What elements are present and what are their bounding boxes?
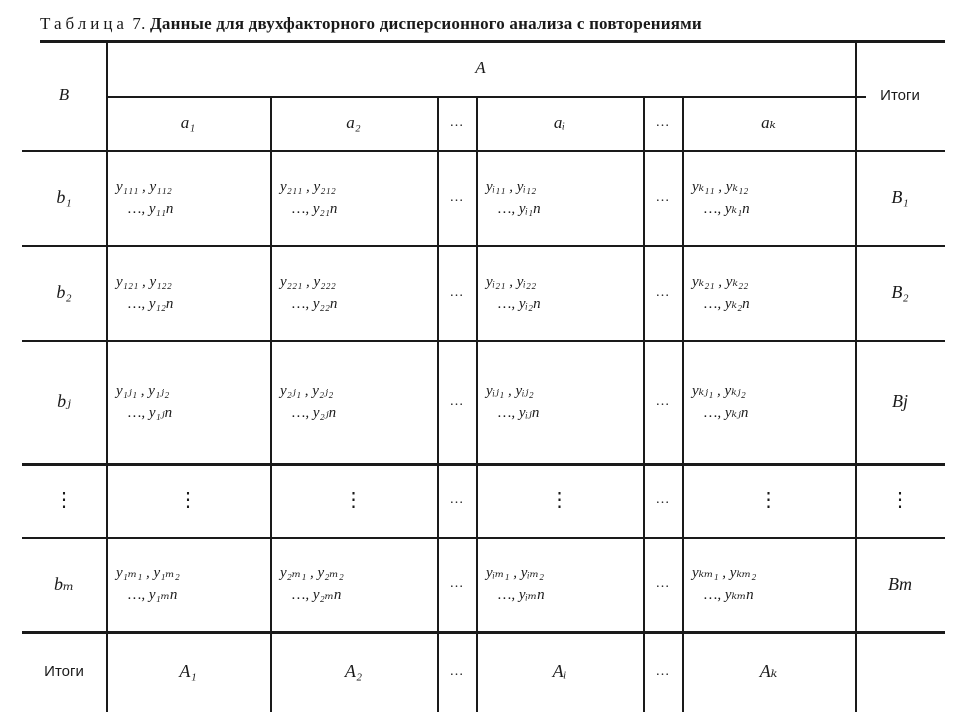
data-cell (270, 340, 437, 463)
observation-values: yₖ₂₁ , yₖ₂₂ (692, 273, 749, 290)
row-total: B₁ (891, 187, 909, 207)
data-cell (106, 340, 270, 463)
observation-values: …, y₁ₘn (128, 587, 178, 603)
observation-values: y₁ⱼ₁ , y₁ⱼ₂ (116, 382, 170, 399)
data-cell (682, 245, 855, 340)
row-total: ⋮ (890, 489, 910, 511)
observation-values: …, yᵢ₁n (498, 200, 541, 217)
column-ellipsis: … (655, 663, 670, 679)
row-total: Bj (892, 391, 908, 411)
column-total: A₂ (344, 661, 363, 681)
factor-b-header: B (58, 85, 70, 104)
vertical-ellipsis: ⋮ (758, 489, 779, 511)
vertical-ellipsis: ⋮ (343, 489, 364, 511)
column-ellipsis: … (655, 576, 670, 591)
column-ellipsis: … (655, 189, 670, 205)
data-cell (476, 340, 643, 463)
row-label: bₘ (53, 573, 75, 594)
observation-values: yₖ₁₁ , yₖ₁₂ (692, 178, 749, 195)
column-header: aᵢ (553, 113, 566, 132)
observation-values: yᵢₘ₁ , yᵢₘ₂ (486, 565, 545, 581)
totals-row-label: Итоги (44, 663, 84, 680)
data-cell (476, 245, 643, 340)
data-cell (682, 537, 855, 631)
column-total: Aₖ (759, 661, 778, 681)
observation-values: y₂₁₁ , y₂₁₂ (280, 178, 336, 195)
data-cell (476, 150, 643, 245)
row-label: bⱼ (57, 391, 71, 411)
data-cell (106, 245, 270, 340)
observation-values: y₂ₘ₁ , y₂ₘ₂ (280, 565, 344, 581)
vertical-ellipsis: ⋮ (549, 489, 570, 511)
caption-label: Таблица (40, 14, 128, 33)
observation-values: y₁ₘ₁ , y₁ₘ₂ (116, 565, 180, 581)
column-total: Aᵢ (552, 661, 567, 681)
column-header: a₂ (346, 113, 361, 132)
column-ellipsis: … (449, 189, 464, 205)
observation-values: …, y₁₂n (128, 295, 174, 312)
data-cell (270, 150, 437, 245)
observation-values: …, yᵢ₂n (498, 295, 541, 312)
observation-values: yₖₘ₁ , yₖₘ₂ (692, 565, 757, 581)
observation-values: …, yₖ₂n (704, 295, 750, 312)
observation-values: yᵢ₂₁ , yᵢ₂₂ (486, 273, 537, 290)
data-cell (270, 245, 437, 340)
column-total: A₁ (179, 661, 197, 681)
observation-values: …, yₖ₁n (704, 200, 750, 217)
observation-values: y₁₁₁ , y₁₁₂ (116, 178, 172, 195)
observation-values: yᵢ₁₁ , yᵢ₁₂ (486, 178, 537, 195)
row-label: ⋮ (54, 489, 74, 511)
observation-values: …, y₂ⱼn (292, 404, 337, 421)
observation-values: yₖⱼ₁ , yₖⱼ₂ (692, 382, 746, 399)
data-cell (106, 537, 270, 631)
observation-values: …, y₂₂n (292, 295, 338, 312)
observation-values: y₂₂₁ , y₂₂₂ (280, 273, 336, 290)
vertical-ellipsis: ⋮ (178, 489, 198, 511)
data-cell (476, 537, 643, 631)
column-ellipsis: … (449, 393, 464, 409)
data-cell (270, 537, 437, 631)
data-cell (682, 340, 855, 463)
row-label: b₁ (56, 187, 72, 207)
observation-values: …, yₖₘn (704, 587, 754, 603)
observation-values: …, y₂₁n (292, 200, 338, 217)
column-ellipsis: … (655, 492, 670, 507)
column-ellipsis: … (449, 284, 464, 300)
caption-number: 7. (132, 14, 146, 33)
caption-text: Данные для двухфакторного дисперсионного анализа с повторениями (150, 14, 702, 33)
column-ellipsis: … (449, 576, 464, 591)
column-ellipsis: … (449, 115, 464, 130)
column-header: aₖ (761, 113, 776, 132)
observation-values: …, yₖⱼn (704, 404, 749, 421)
observation-values: y₁₂₁ , y₁₂₂ (116, 273, 172, 290)
observation-values: yᵢⱼ₁ , yᵢⱼ₂ (486, 382, 534, 399)
data-cell (682, 150, 855, 245)
column-ellipsis: … (655, 115, 670, 130)
row-total: Bm (888, 573, 912, 594)
column-ellipsis: … (655, 284, 670, 300)
column-ellipsis: … (449, 663, 464, 679)
row-total: B₂ (891, 282, 909, 302)
observation-values: …, y₁ⱼn (128, 404, 173, 421)
observation-values: …, yᵢₘn (498, 587, 545, 603)
observation-values: y₂ⱼ₁ , y₂ⱼ₂ (280, 382, 334, 399)
factor-a-header: A (475, 58, 486, 77)
row-label: b₂ (56, 282, 72, 302)
observation-values: …, yᵢⱼn (498, 404, 540, 421)
column-ellipsis: … (449, 492, 464, 507)
column-header: a₁ (180, 113, 196, 132)
column-ellipsis: … (655, 393, 670, 409)
observation-values: …, y₂ₘn (292, 587, 342, 603)
observation-values: …, y₁₁n (128, 200, 174, 217)
data-cell (106, 150, 270, 245)
totals-header: Итоги (880, 86, 920, 104)
